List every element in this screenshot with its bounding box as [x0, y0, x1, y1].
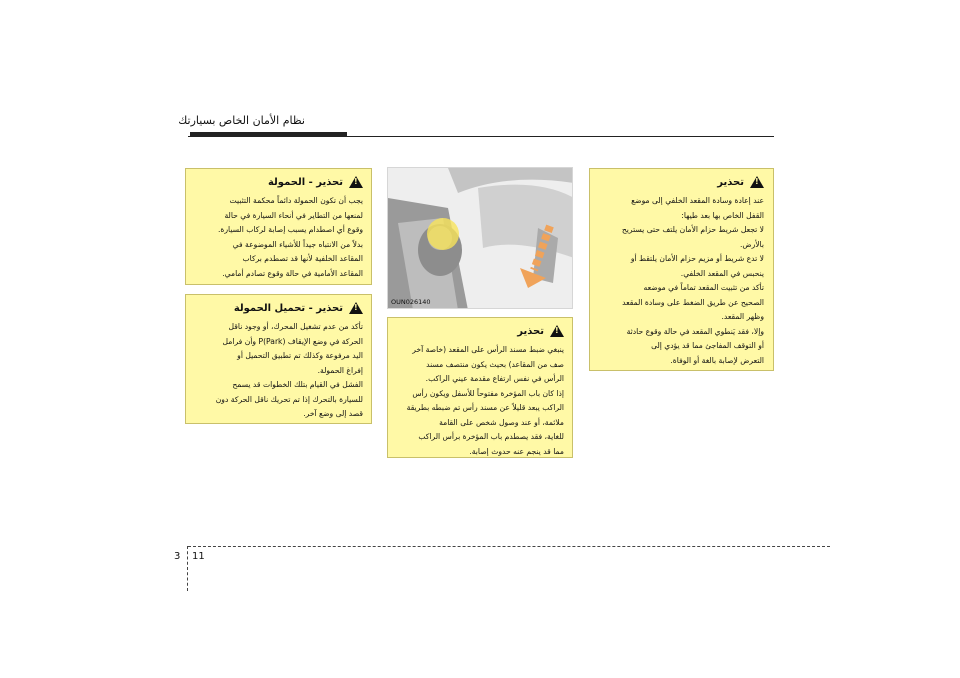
figure-label: OUN026140 [391, 298, 431, 306]
chapter-number: 3 [174, 551, 181, 562]
warning-text: يجب أن تكون الحمولة دائماً محكمة التثبيت لمنعها من التطاير في أنحاء السيارة في حالة وقوع أي اصطدام يسبب إصابة لركاب السيارة. بدلاً من الانتباه جيداً للأشياء الموضوعة في المقاعد الخلفية لأنها قد تصطدم بركاب المقاعد الأمامية في حالة وقوع تصادم أمامي. [217, 196, 363, 278]
warning-icon [550, 325, 564, 337]
warning-icon [750, 176, 764, 188]
warning-text: تأكد من عدم تشغيل المحرك، أو وجود ناقل الحركة في وضع الإيقاف (Park)P وأن فرامل اليد مرفوعة وكذلك تم تطبيق التحميل أو إفراغ الحمولة. الفشل في القيام بتلك الخطوات قد يسمح للسيارة بالتحرك إذا تم تحريك ناقل الحركة دون قصد إلى وضع آخر. [215, 322, 363, 418]
warning-box-loading-cargo [185, 294, 372, 424]
warning-title: ! تحذير - الحمولة [191, 176, 363, 188]
warning-text: ينبغي ضبط مسند الرأس على المقعد (خاصة آخر صف من المقاعد) بحيث يكون منتصف مسند الرأس في نفس ارتفاع مقدمة عيني الراكب. إذا كان باب المؤخرة مفتوحاً للأسفل ويكون رأس الراكب يبعد قليلاً عن مسند رأس تم ضبطه بطريقة ملائمة، أو عند وصول شخص على القامة للغاية، فقد يصطدم باب المؤخرة برأس الراكب مما قد ينجم عنه حدوث إصابة. [406, 345, 564, 456]
page-number: 11 [192, 551, 205, 562]
footer-rule [188, 546, 830, 547]
warning-box-head-restraint [387, 317, 573, 458]
warning-icon [349, 302, 363, 314]
head-restraint-figure [387, 167, 573, 309]
warning-title: ! تحذير [393, 325, 564, 337]
warning-icon [349, 176, 363, 188]
warning-text: عند إعادة وسادة المقعد الخلفي إلى موضع القفل الخاص بها بعد طيها: لا تجعل شريط حزام الأمان يلتف حتى يستريح بالأرض. لا تدع شريط أو مزيم حزام الأمان يلتقط أو ينحبس في المقعد الخلفي. تأكد من تثبيت المقعد تماماً في موضعه الصحيح عن طريق الضغط على وسادة المقعد وظهر المقعد. وإلا، فقد يَنطوي المقعد في حالة وقوع حادثة أو التوقف المفاجئ مما قد يؤدي إلى التعرض لإصابة بالغة أو الوفاة. [621, 196, 764, 365]
footer-divider [187, 546, 188, 591]
warning-title: ! تحذير [596, 176, 764, 188]
head-restraint-illustration [388, 168, 573, 309]
warning-title: ! تحذير - تحميل الحمولة [191, 302, 363, 314]
header-title: نظام الأمان الخاص بسيارتك [178, 114, 305, 127]
warning-box-cargo [185, 168, 372, 285]
warning-box-seat-cushion [589, 168, 774, 371]
header-rule-accent [190, 132, 347, 137]
